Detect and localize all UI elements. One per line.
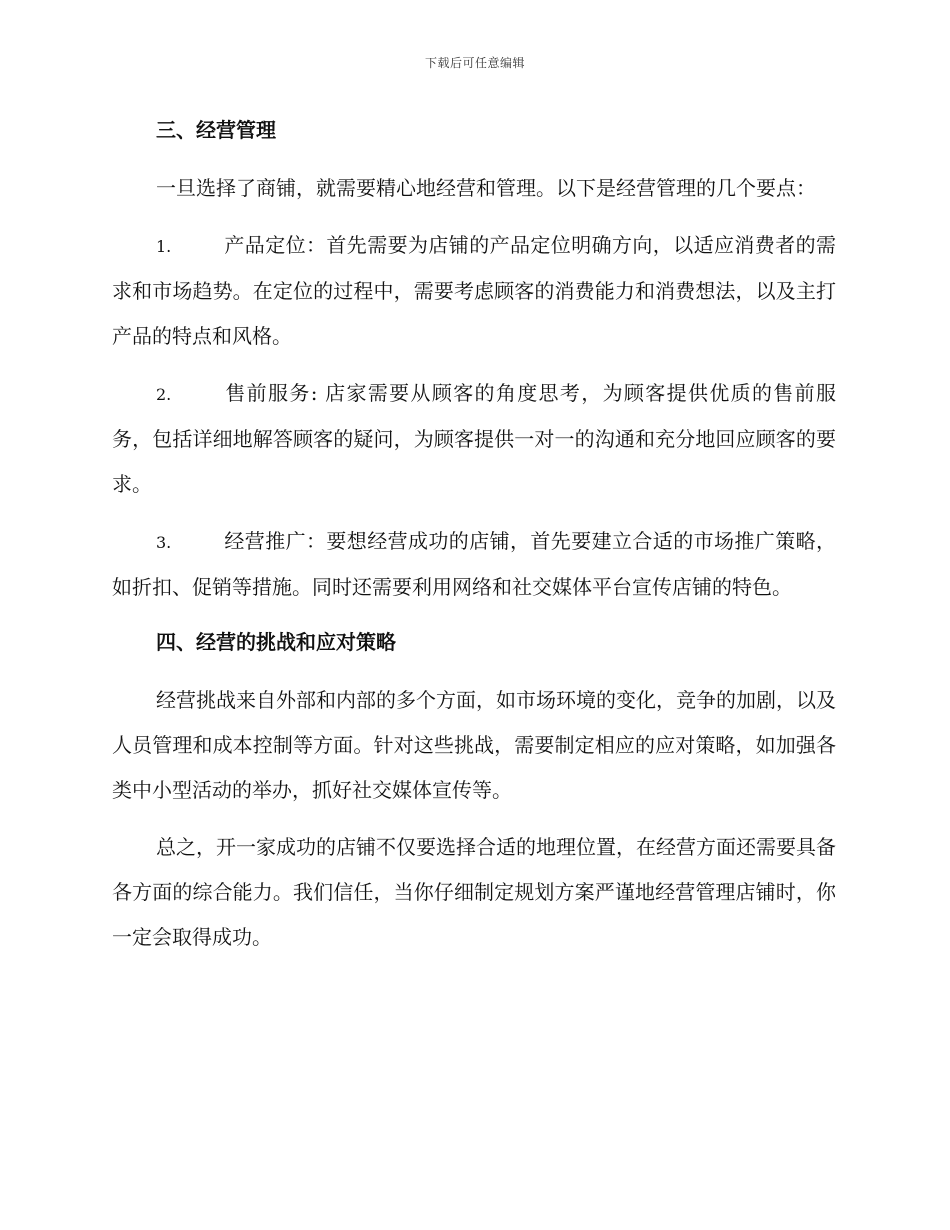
section-title-challenges: 四、经营的挑战和应对策略	[156, 630, 396, 654]
list-item-presale-service	[112, 371, 836, 507]
list-item-product-positioning	[112, 223, 836, 359]
conclusion-paragraph: 总之，开一家成功的店铺不仅要选择合适的地理位置，在经营方面还需要具备各方面的综合能力。我们信任，当你仔细制定规划方案严谨地经营管理店铺时，你一定会取得成功。	[112, 835, 836, 949]
list-item-text: 产品定位：首先需要为店铺的产品定位明确方向，以适应消费者的需求和市场趋势。在定位的过程中，需要考虑顾客的消费能力和消费想法，以及主打产品的特点和风格。	[112, 233, 836, 348]
management-intro: 一旦选择了商铺，就需要精心地经营和管理。以下是经营管理的几个要点：	[156, 176, 816, 200]
list-number: 3.	[156, 533, 172, 552]
document-body	[112, 110, 836, 972]
page-header-note: 下载后可任意编辑	[424, 56, 525, 70]
list-item-promotion	[112, 519, 836, 610]
list-number: 1.	[156, 237, 172, 256]
section-title-management: 三、经营管理	[156, 118, 276, 142]
list-item-text: 经营推广：要想经营成功的店铺，首先要建立合适的市场推广策略，如折扣、促销等措施。同时还需要利用网络和社交媒体平台宣传店铺的特色。	[112, 529, 836, 599]
list-item-text: 售前服务: 店家需要从顾客的角度思考，为顾客提供优质的售前服务，包括详细地解答顾客的疑问，为顾客提供一对一的沟通和充分地回应顾客的要求。	[112, 381, 836, 496]
challenges-paragraph: 经营挑战来自外部和内部的多个方面，如市场环境的变化，竞争的加剧，以及人员管理和成本控制等方面。针对这些挑战，需要制定相应的应对策略，如加强各类中小型活动的举办，抓好社交媒体宣传等。	[112, 688, 836, 802]
list-number: 2.	[156, 385, 172, 404]
